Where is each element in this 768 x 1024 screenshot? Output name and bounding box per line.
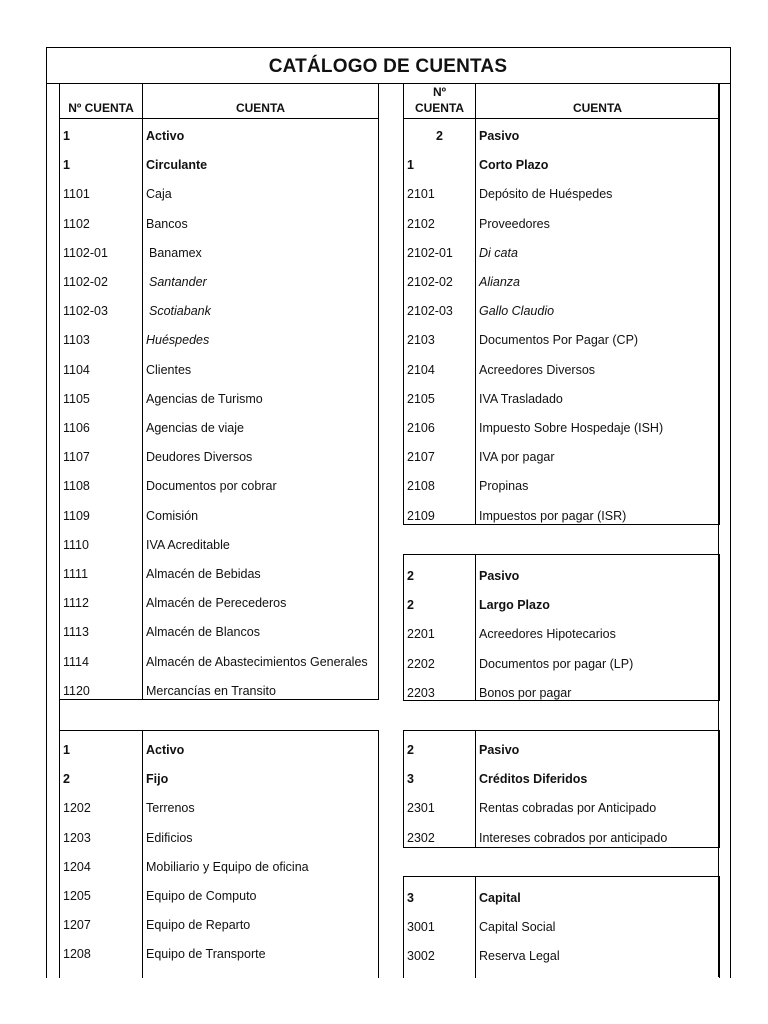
table-row [60,326,378,355]
table-row [404,151,719,180]
account-name: Impuestos por pagar (ISR) [479,508,627,523]
account-name: Comisión [146,508,199,523]
account-name: Almacén de Perecederos [146,596,287,611]
account-number: 1111 [63,567,89,581]
table-row [404,297,719,326]
account-number: 2101 [407,187,435,202]
account-name: Edificios [146,830,193,845]
account-name: Equipo de Transporte [146,947,266,962]
table-row [404,765,719,794]
account-number: 1113 [63,625,89,640]
account-number: 1107 [63,450,90,465]
account-number: 1112 [63,596,89,611]
table-row [60,414,378,443]
account-number: 1102-01 [63,245,108,260]
account-name: IVA por pagar [479,450,555,465]
table-row [60,853,378,882]
table-row [60,180,378,209]
table-row [404,356,719,385]
account-name: Equipo de Reparto [146,918,251,933]
account-number: 2102-03 [407,304,453,319]
table-row [404,210,719,239]
account-name: Capital [479,891,521,905]
table-row [404,913,719,942]
account-name: Proveedores [479,216,550,231]
account-name: Gallo Claudio [479,304,555,319]
account-number: 2203 [407,685,435,700]
account-number: 2202 [407,656,435,671]
account-number: 1102-03 [63,304,108,319]
account-name: Capital Social [479,920,556,935]
table-row [404,414,719,443]
account-number: 2301 [407,801,435,816]
account-number: 2104 [407,362,435,377]
account-number: 1110 [63,537,89,552]
account-name: Almacén de Blancos [146,625,260,640]
account-name: Almacén de Abastecimientos Generales [146,654,368,669]
account-name: Documentos por pagar (LP) [479,656,634,671]
account-name: Terrenos [146,801,195,816]
account-name: Santander [149,275,207,289]
account-name: Documentos Por Pagar (CP) [479,333,639,348]
table-row [60,794,378,823]
account-number: 1108 [63,479,90,494]
table-liabilities-short-term [403,84,720,525]
table-row [60,648,378,677]
account-name: Mobiliario y Equipo de oficina [146,859,309,874]
table-row [60,356,378,385]
header-account-number [404,84,475,116]
account-number: 1105 [63,391,90,406]
table-row [404,385,719,414]
account-name: Activo [146,743,185,757]
account-number: 2 [407,569,414,583]
account-name: Banamex [149,245,202,260]
account-number: 2106 [407,421,435,435]
account-name: Activo [146,129,185,143]
account-number: 1207 [63,918,91,933]
account-number: 2102-01 [407,245,453,260]
header-account-name: CUENTA [572,101,623,115]
account-name: Pasivo [479,129,520,143]
table-row [60,589,378,618]
account-number: 1202 [63,801,91,816]
account-number: 3002 [407,949,435,964]
account-number: 1104 [63,362,90,377]
account-name: Huéspedes [146,333,210,348]
table-row [60,765,378,794]
account-number: 1203 [63,830,91,845]
table-row [60,560,378,589]
account-name: Rentas cobradas por Anticipado [479,801,657,816]
table-liabilities-long-term [403,554,720,701]
account-number: 2102 [407,216,435,231]
account-number: 3 [407,891,414,905]
account-name: Reserva Legal [479,949,560,964]
account-name: IVA Acreditable [146,537,230,552]
table-row [404,620,719,649]
table-row [404,326,719,355]
account-name: Almacén de Bebidas [146,567,261,581]
account-name: Equipo de Computo [146,889,257,903]
header-rule [404,118,719,119]
account-number: 3001 [407,920,435,935]
table-row [60,824,378,853]
table-row [60,268,378,297]
account-number: 2 [407,598,414,613]
table-row [404,794,719,823]
table-row [60,151,378,180]
account-name: Corto Plazo [479,158,549,173]
table-assets-fixed [59,730,379,978]
table-row [404,443,719,472]
account-name: Créditos Diferidos [479,772,588,787]
account-name: Fijo [146,772,169,787]
table-row [60,531,378,560]
account-name: Di cata [479,245,518,260]
account-number: 1102-02 [63,275,108,289]
table-row [60,297,378,326]
header-number-line2: CUENTA [414,101,465,115]
account-name: Circulante [146,158,208,173]
table-row [60,882,378,911]
account-number: 2103 [407,333,435,348]
account-number: 1208 [63,947,91,962]
page-title: CATÁLOGO DE CUENTAS [46,47,730,84]
account-name: Deudores Diversos [146,450,253,465]
account-number: 2 [436,129,443,143]
table-row [404,122,719,151]
account-number: 1 [63,129,70,143]
table-row [404,268,719,297]
table-row [60,239,378,268]
account-name: Bancos [146,216,188,231]
account-number: 1106 [63,421,90,435]
account-name: Caja [146,187,172,202]
table-row [404,736,719,765]
account-number: 1101 [63,187,90,202]
account-name: Acreedores Hipotecarios [479,627,616,642]
account-name: Agencias de Turismo [146,391,263,406]
account-name: Clientes [146,362,192,377]
account-name: Intereses cobrados por anticipado [479,830,668,845]
header-account-name: CUENTA [235,101,286,115]
table-row [60,122,378,151]
account-name: IVA Trasladado [479,391,563,406]
table-row [60,911,378,940]
account-number: 1114 [63,654,89,669]
account-number: 2102-02 [407,275,453,289]
account-number: 2109 [407,508,435,523]
account-number: 2105 [407,391,435,406]
account-number: 1 [63,158,70,173]
table-row [404,239,719,268]
table-row [60,618,378,647]
table-row [404,562,719,591]
account-name: Bonos por pagar [479,685,572,700]
table-row [60,472,378,501]
header-number-line1: Nº [432,85,447,99]
account-number: 1 [63,743,70,757]
account-number: 1 [407,158,414,173]
account-number: 1204 [63,859,91,874]
table-row [404,502,719,531]
table-row [60,385,378,414]
account-number: 2201 [407,627,435,642]
table-row [404,180,719,209]
account-name: Pasivo [479,569,520,583]
account-number: 2 [63,772,70,787]
account-number: 1109 [63,508,90,523]
table-row [404,884,719,913]
account-number: 1103 [63,333,90,348]
table-capital [403,876,720,978]
account-name: Pasivo [479,743,520,757]
header-rule [60,118,378,119]
account-name: Scotiabank [149,304,211,319]
account-number: 2107 [407,450,435,465]
account-number: 1102 [63,216,90,231]
account-name: Depósito de Huéspedes [479,187,613,202]
account-name: Acreedores Diversos [479,362,596,377]
table-row [404,942,719,971]
table-row [60,940,378,969]
account-number: 1205 [63,889,91,903]
account-number: 2108 [407,479,435,494]
account-name: Mercancías en Transito [146,683,276,698]
account-number: 2302 [407,830,435,845]
table-row [60,502,378,531]
table-row [404,650,719,679]
table-row [60,210,378,239]
account-number: 1120 [63,683,90,698]
table-row [60,677,378,706]
table-deferred-credits [403,730,720,848]
header-account-number: Nº CUENTA [68,101,134,115]
account-name: Agencias de viaje [146,421,244,435]
table-row [404,591,719,620]
account-number: 2 [407,743,414,757]
account-name: Impuesto Sobre Hospedaje (ISH) [479,421,664,435]
account-number: 3 [407,772,414,787]
account-name: Alianza [479,275,520,289]
table-row [404,472,719,501]
account-name: Propinas [479,479,529,494]
account-name: Documentos por cobrar [146,479,277,494]
table-row [404,679,719,708]
account-name: Largo Plazo [479,598,550,613]
table-row [60,736,378,765]
table-row [404,824,719,853]
table-assets-current [59,84,379,700]
table-row [60,443,378,472]
